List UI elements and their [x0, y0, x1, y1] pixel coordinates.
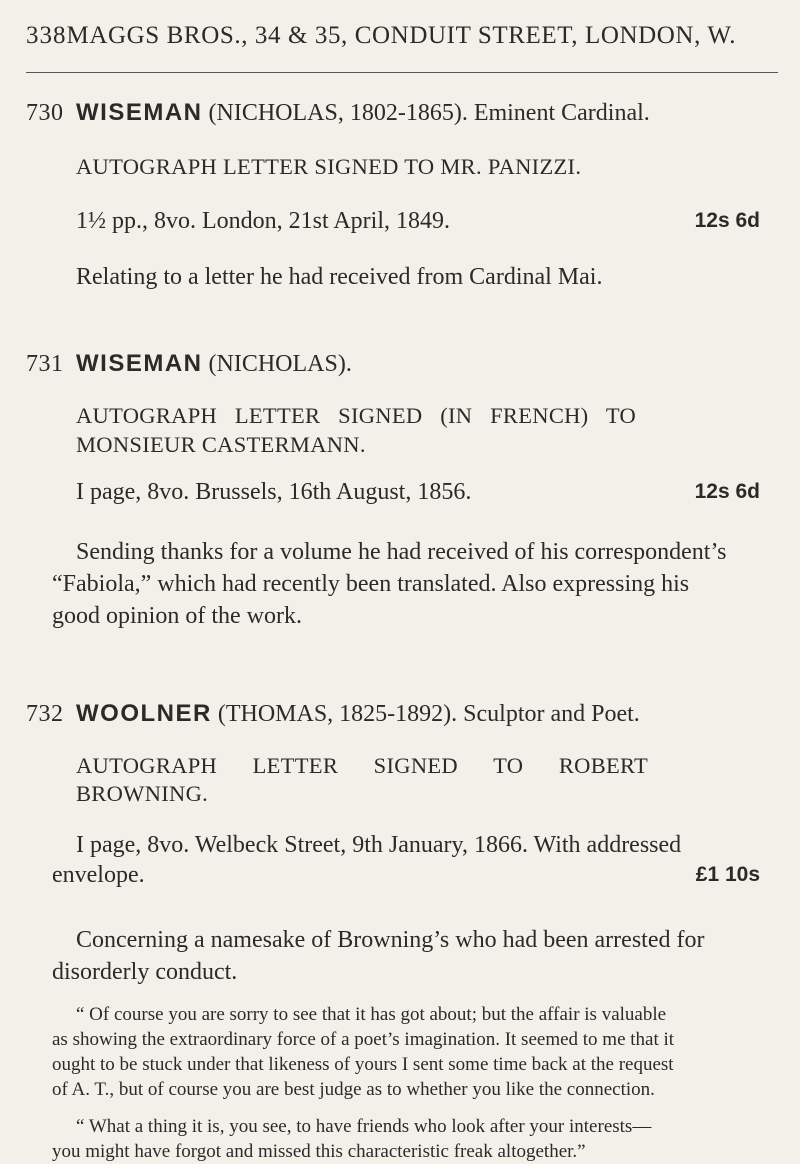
- entry-heading: [26, 96, 778, 130]
- entry-name: WISEMAN: [76, 350, 203, 377]
- entry-description: (NICHOLAS).: [208, 351, 352, 377]
- entry-title-cont: MONSIEUR CASTERMANN.: [76, 432, 366, 457]
- entry-title: AUTOGRAPH LETTER SIGNED TO MR. PANIZZI.: [76, 154, 582, 179]
- page-header: [26, 22, 737, 62]
- entry-note: Sending thanks for a volume he had received of his correspondent’s: [76, 539, 727, 565]
- entry-price: 12s 6d: [694, 209, 760, 232]
- entry-heading: [26, 347, 778, 381]
- entry-note: “Fabiola,” which had recently been translated. Also expressing his: [52, 571, 690, 597]
- entry-name: WISEMAN: [76, 99, 203, 126]
- catalogue-entry-732: [26, 697, 778, 1162]
- entry-title: AUTOGRAPH LETTER SIGNED (IN FRENCH) TO: [76, 403, 637, 428]
- catalogue-entry-731: [26, 347, 778, 629]
- entry-number: 730: [26, 100, 64, 126]
- entry-title-cont: BROWNING.: [76, 781, 209, 806]
- entry-quote-line: as showing the extraordinary force of a poet’s imagination. It seemed to me that it: [52, 1029, 675, 1050]
- entry-quote-line: of A. T., but of course you are best judge as to whether you like the connection.: [52, 1079, 655, 1100]
- entry-note: Concerning a namesake of Browning’s who had been arrested for: [76, 927, 705, 953]
- entry-collation: I page, 8vo. Welbeck Street, 9th January, 1866. With addressed: [76, 832, 682, 858]
- header-rule: [26, 72, 778, 73]
- entry-description: (NICHOLAS, 1802-1865). Eminent Cardinal.: [208, 100, 650, 126]
- entry-price: 12s 6d: [694, 480, 760, 503]
- entry-heading: [26, 697, 778, 731]
- entry-note: Relating to a letter he had received from Cardinal Mai.: [76, 264, 603, 290]
- entry-number: 732: [26, 701, 64, 727]
- entry-name: WOOLNER: [76, 700, 212, 727]
- running-head: MAGGS BROS., 34 & 35, CONDUIT STREET, LONDON, W.: [66, 22, 737, 49]
- entry-number: 731: [26, 351, 64, 377]
- entry-price: £1 10s: [695, 863, 760, 886]
- entry-quote-line: “ What a thing it is, you see, to have friends who look after your interests—: [76, 1116, 652, 1137]
- entry-collation-cont: envelope.: [52, 862, 145, 888]
- page-number: 338: [26, 22, 67, 49]
- catalogue-entry-730: [26, 96, 778, 290]
- entry-note: good opinion of the work.: [52, 603, 302, 629]
- entry-collation: I page, 8vo. Brussels, 16th August, 1856.: [76, 479, 472, 505]
- entry-quote-line: ought to be stuck under that likeness of yours I sent some time back at the request: [52, 1054, 674, 1075]
- entry-note: disorderly conduct.: [52, 959, 238, 985]
- entry-collation: 1½ pp., 8vo. London, 21st April, 1849.: [76, 208, 451, 234]
- entry-quote-line: “ Of course you are sorry to see that it has got about; but the affair is valuable: [76, 1004, 667, 1025]
- entry-quote-line: you might have forgot and missed this characteristic freak altogether.”: [52, 1141, 586, 1162]
- entry-title: AUTOGRAPH LETTER SIGNED TO ROBERT: [76, 753, 649, 778]
- entry-description: (THOMAS, 1825-1892). Sculptor and Poet.: [217, 701, 640, 727]
